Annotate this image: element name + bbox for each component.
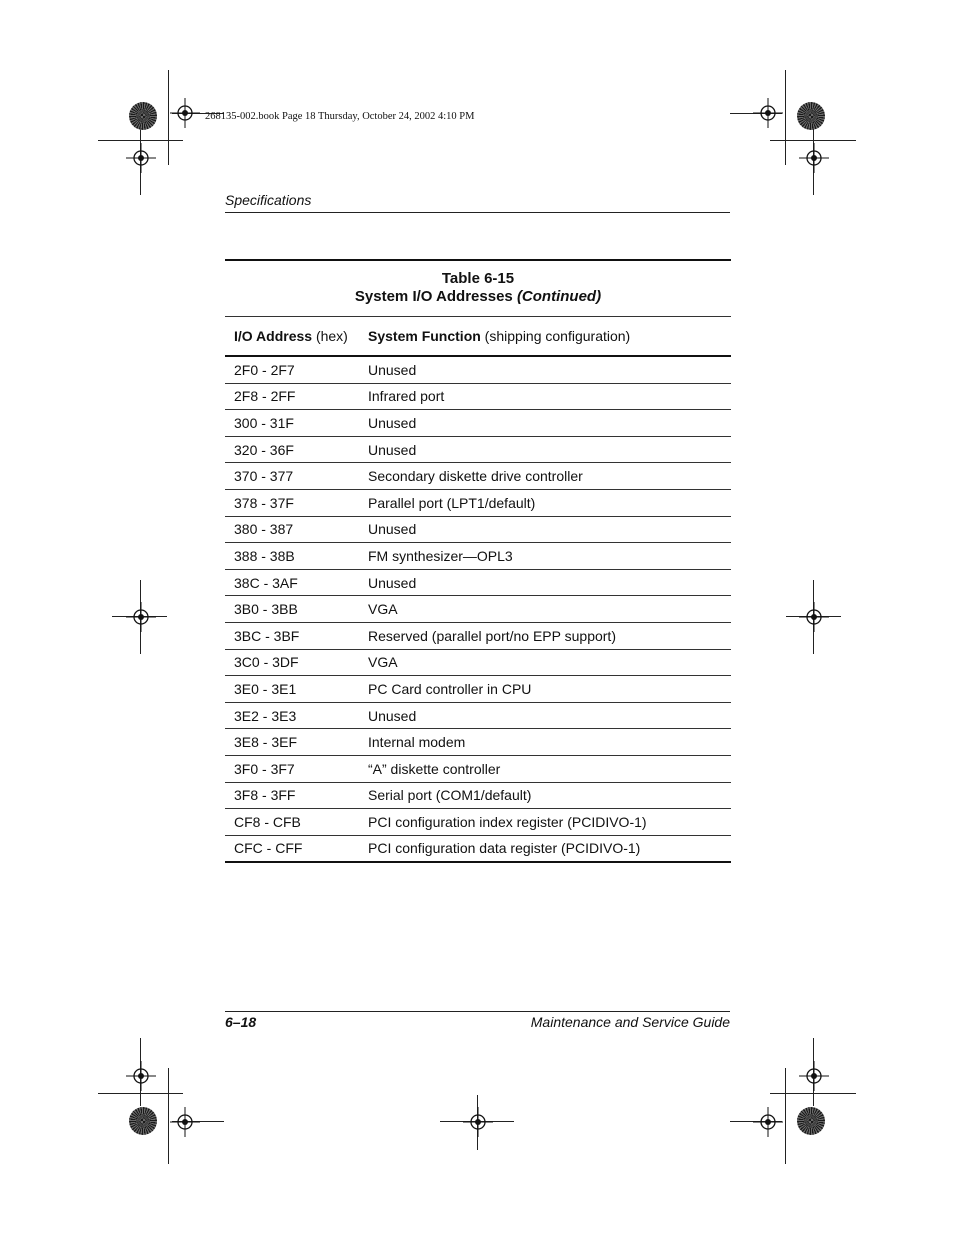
table-title-suffix: (Continued) (516, 288, 602, 305)
address-cell: 380 - 387 (225, 516, 359, 543)
table-title-text: System I/O Addresses (354, 288, 513, 305)
registration-sunburst-icon (129, 1107, 157, 1135)
address-cell: 3E0 - 3E1 (225, 676, 359, 703)
table-row (225, 702, 731, 729)
address-cell: 3B0 - 3BB (225, 596, 359, 623)
address-cell: 3BC - 3BF (225, 622, 359, 649)
function-cell: Serial port (COM1/default) (359, 782, 731, 809)
address-cell: 300 - 31F (225, 410, 359, 437)
crosshair-icon (126, 143, 156, 173)
address-cell: CF8 - CFB (225, 809, 359, 836)
table-row (225, 835, 731, 862)
function-cell: Unused (359, 410, 731, 437)
address-cell: 3F8 - 3FF (225, 782, 359, 809)
crosshair-icon (463, 1107, 493, 1137)
address-cell: 3C0 - 3DF (225, 649, 359, 676)
address-cell: 2F8 - 2FF (225, 383, 359, 410)
crosshair-icon (753, 98, 783, 128)
print-slug: 268135-002.book Page 18 Thursday, October 24, 2002 4:10 PM (205, 111, 475, 122)
crosshair-icon (170, 1107, 200, 1137)
address-cell: 38C - 3AF (225, 569, 359, 596)
address-cell: 3E2 - 3E3 (225, 702, 359, 729)
table-row (225, 676, 731, 703)
io-address-table-block (225, 259, 731, 863)
running-head: Specifications (225, 192, 312, 208)
table-row (225, 356, 731, 383)
table-caption (225, 261, 731, 306)
crosshair-icon (753, 1107, 783, 1137)
crosshair-icon (170, 98, 200, 128)
function-cell: Internal modem (359, 729, 731, 756)
table-row (225, 755, 731, 782)
column-header-io-address: I/O Address (hex) (225, 317, 359, 356)
page-number: 6–18 (225, 1014, 257, 1030)
table-row (225, 596, 731, 623)
table-row (225, 383, 731, 410)
table-row (225, 729, 731, 756)
function-cell: PCI configuration index register (PCIDIVO-1) (359, 809, 731, 836)
crosshair-icon (126, 1061, 156, 1091)
table-number: Table 6-15 (441, 270, 515, 287)
table-row (225, 543, 731, 570)
registration-sunburst-icon (797, 102, 825, 130)
table-row (225, 489, 731, 516)
address-cell: 378 - 37F (225, 489, 359, 516)
function-cell: PCI configuration data register (PCIDIVO-1) (359, 835, 731, 862)
table-header-row (225, 317, 731, 356)
table-row (225, 649, 731, 676)
table-row (225, 809, 731, 836)
address-cell: 320 - 36F (225, 436, 359, 463)
function-cell: Unused (359, 569, 731, 596)
column-header-system-function: System Function (shipping configuration) (359, 317, 731, 356)
table-row (225, 436, 731, 463)
footer-guide-title: Maintenance and Service Guide (530, 1014, 730, 1030)
table-row (225, 463, 731, 490)
table-row (225, 782, 731, 809)
table-row (225, 410, 731, 437)
header-rule (225, 212, 730, 213)
address-cell: 3E8 - 3EF (225, 729, 359, 756)
function-cell: VGA (359, 596, 731, 623)
function-cell: Reserved (parallel port/no EPP support) (359, 622, 731, 649)
function-cell: Infrared port (359, 383, 731, 410)
function-cell: “A” diskette controller (359, 755, 731, 782)
address-cell: 2F0 - 2F7 (225, 356, 359, 383)
table-row (225, 622, 731, 649)
function-cell: Parallel port (LPT1/default) (359, 489, 731, 516)
crosshair-icon (799, 1061, 829, 1091)
function-cell: Unused (359, 356, 731, 383)
table-row (225, 516, 731, 543)
function-cell: Secondary diskette drive controller (359, 463, 731, 490)
function-cell: Unused (359, 702, 731, 729)
table-row (225, 569, 731, 596)
address-cell: CFC - CFF (225, 835, 359, 862)
address-cell: 3F0 - 3F7 (225, 755, 359, 782)
crosshair-icon (799, 143, 829, 173)
address-cell: 370 - 377 (225, 463, 359, 490)
function-cell: Unused (359, 516, 731, 543)
function-cell: FM synthesizer—OPL3 (359, 543, 731, 570)
function-cell: Unused (359, 436, 731, 463)
address-cell: 388 - 38B (225, 543, 359, 570)
footer-rule (225, 1011, 730, 1012)
registration-sunburst-icon (129, 102, 157, 130)
table-title (225, 288, 731, 306)
function-cell: PC Card controller in CPU (359, 676, 731, 703)
io-address-table (225, 317, 731, 863)
function-cell: VGA (359, 649, 731, 676)
crosshair-icon (126, 602, 156, 632)
crosshair-icon (799, 602, 829, 632)
registration-sunburst-icon (797, 1107, 825, 1135)
